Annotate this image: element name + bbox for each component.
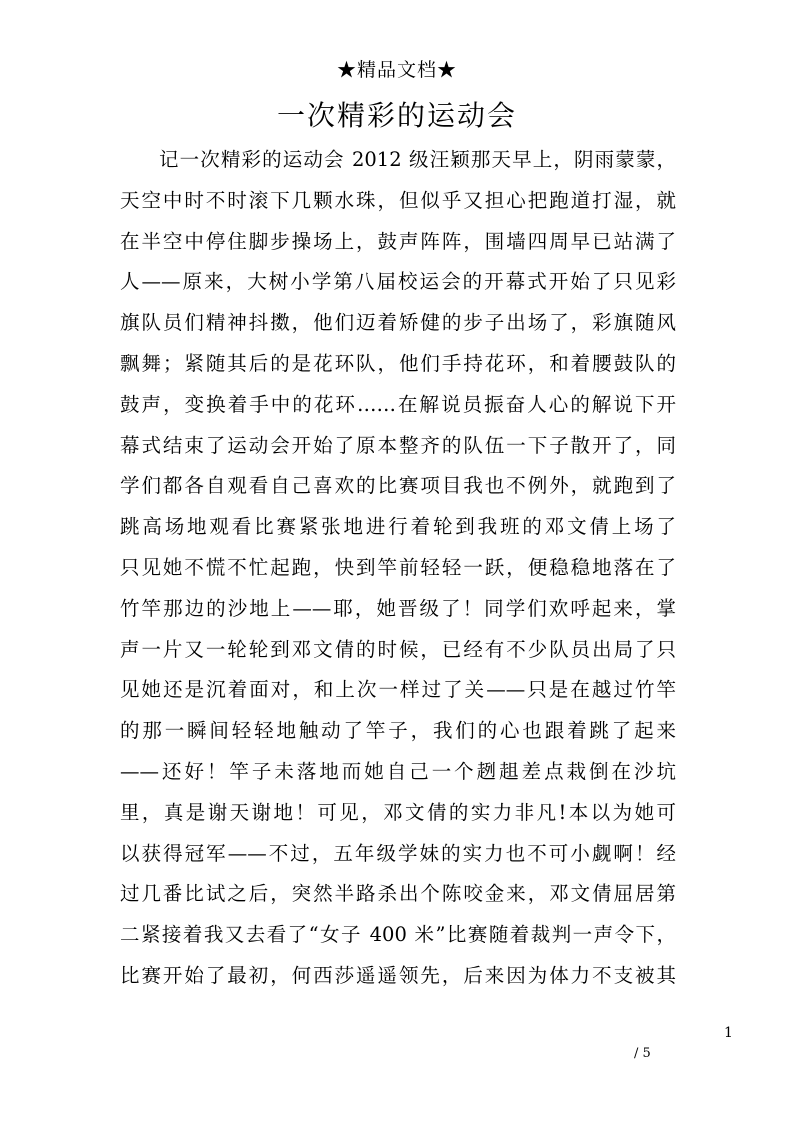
text-line: 只见她不慌不忙起跑，快到竿前轻轻一跃，便稳稳地落在了 [120,555,676,579]
page-number: 1 [724,1025,733,1041]
text-line: 以获得冠军——不过，五年级学妹的实力也不可小觑啊！经 [120,841,676,865]
text-line: 幕式结束了运动会开始了原本整齐的队伍一下子散开了，同 [120,433,676,457]
text-line: 过几番比试之后，突然半路杀出个陈咬金来，邓文倩屈居第 [120,882,676,906]
text-line: 比赛开始了最初，何西莎遥遥领先，后来因为体力不支被其 [120,963,676,987]
document-title: 一次精彩的运动会 [276,99,517,132]
text-line: 在半空中停住脚步操场上，鼓声阵阵，围墙四周早已站满了 [120,229,676,253]
page-count: / 5 [634,1046,651,1061]
text-line: 二紧接着我又去看了“女子 400 米”比赛随着裁判一声令下， [120,923,676,947]
text-line: 竹竿那边的沙地上——耶，她晋级了！同学们欢呼起来，掌 [120,596,676,620]
text-line: 声一片又一轮轮到邓文倩的时候，已经有不少队员出局了只 [120,637,676,661]
header-label: ★精品文档★ [336,59,457,81]
text-line: 飘舞；紧随其后的是花环队，他们手持花环，和着腰鼓队的 [120,351,676,375]
text-line: 里，真是谢天谢地！可见，邓文倩的实力非凡!本以为她可 [120,800,676,824]
text-line: ——还好！竿子未落地而她自己一个趔趄差点栽倒在沙坑 [120,759,676,783]
text-line: 学们都各自观看自己喜欢的比赛项目我也不例外，就跑到了 [120,474,676,498]
text-line: 旗队员们精神抖擞，他们迈着矫健的步子出场了，彩旗随风 [120,311,676,335]
text-line: 鼓声，变换着手中的花环……在解说员振奋人心的解说下开 [120,392,676,416]
text-line: 见她还是沉着面对，和上次一样过了关——只是在越过竹竿 [120,678,676,702]
text-line: 记一次精彩的运动会 2012 级汪颖那天早上，阴雨蒙蒙， [159,148,676,171]
text-line: 跳高场地观看比赛紧张地进行着轮到我班的邓文倩上场了 [120,515,676,539]
text-line: 的那一瞬间轻轻地触动了竿子，我们的心也跟着跳了起来 [120,719,676,743]
body-text [120,140,676,997]
text-line: 人——原来，大树小学第八届校运会的开幕式开始了只见彩 [120,270,676,294]
text-line: 天空中时不时滚下几颗水珠，但似乎又担心把跑道打湿，就 [120,188,676,212]
